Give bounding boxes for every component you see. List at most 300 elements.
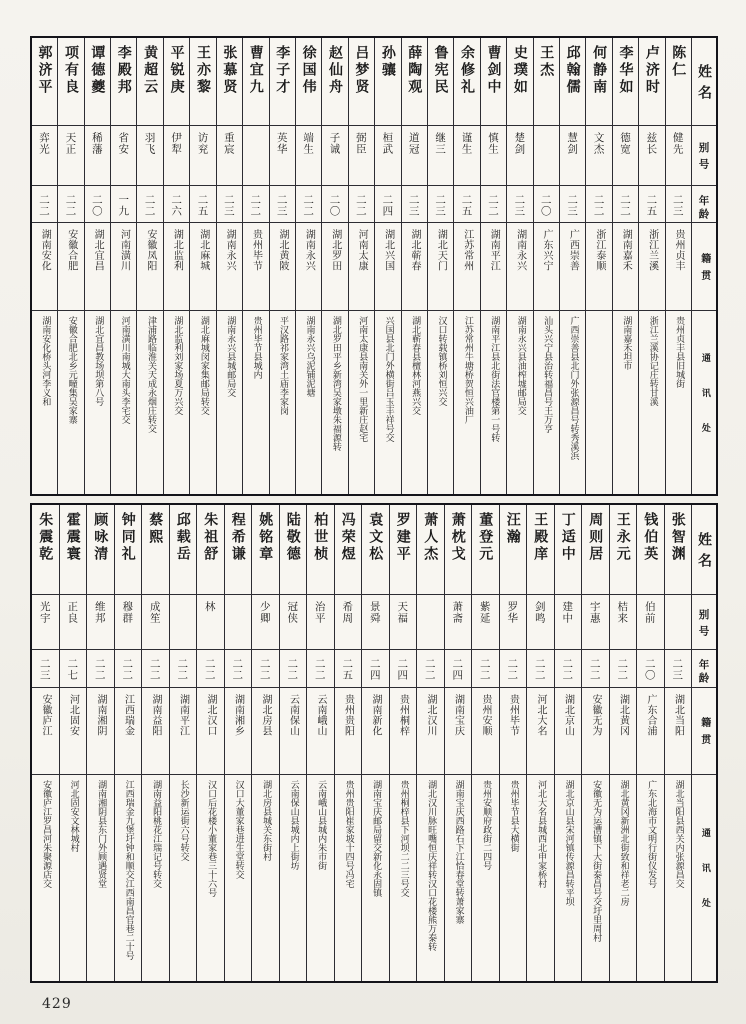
person-origin: 安徽庐江 bbox=[40, 694, 51, 736]
entry-column bbox=[348, 38, 374, 494]
person-address: 津浦路临淮关天成永烟庄转交 bbox=[146, 316, 157, 433]
person-alias-cell bbox=[111, 126, 136, 186]
person-age-cell bbox=[639, 186, 664, 223]
person-origin: 湖北当阳 bbox=[672, 694, 684, 736]
person-name-cell bbox=[454, 38, 479, 126]
person-address: 贵州贞丰县旧城街 bbox=[674, 316, 685, 388]
person-origin: 湖南永兴 bbox=[514, 229, 526, 271]
person-address: 江苏常州牛塘桥贺恒兴油厂 bbox=[462, 316, 473, 424]
person-origin-cell bbox=[58, 223, 83, 311]
person-name: 朱震乾 bbox=[37, 512, 54, 563]
header-name-cell bbox=[692, 38, 716, 126]
header-address-cell bbox=[692, 775, 716, 981]
person-age-cell bbox=[111, 186, 136, 223]
person-origin: 广东兴宁 bbox=[541, 229, 553, 271]
person-age: 二五 bbox=[196, 194, 209, 217]
table-bottom bbox=[30, 503, 718, 983]
person-age-cell bbox=[164, 186, 189, 223]
entry-column bbox=[664, 505, 692, 981]
person-name-cell bbox=[666, 38, 691, 126]
person-age-cell bbox=[375, 186, 400, 223]
person-origin: 浙江兰溪 bbox=[646, 229, 658, 271]
entry-column bbox=[638, 38, 664, 494]
person-age: 二四 bbox=[368, 658, 381, 681]
person-origin: 湖南湘阴 bbox=[95, 694, 106, 736]
person-name-cell bbox=[665, 505, 692, 595]
person-alias-cell bbox=[335, 595, 362, 650]
person-origin: 云南峨山 bbox=[315, 694, 326, 736]
person-name: 姚铭章 bbox=[257, 512, 274, 563]
person-age: 二二 bbox=[249, 194, 262, 217]
person-alias-cell bbox=[402, 126, 427, 186]
person-name: 冯荣煜 bbox=[339, 512, 356, 563]
person-alias: 天正 bbox=[64, 132, 77, 155]
entry-column bbox=[389, 505, 417, 981]
person-name: 孙骧 bbox=[379, 45, 396, 79]
person-alias: 文杰 bbox=[592, 132, 605, 155]
person-address: 湖北汉川脉旺嘴恒庆祥转汉口花楼熊万泰转 bbox=[426, 780, 437, 951]
person-address: 湖南安化桥头河李义和 bbox=[40, 316, 51, 406]
person-age-cell bbox=[527, 650, 554, 688]
person-name-cell bbox=[164, 38, 189, 126]
person-name: 曹宜九 bbox=[247, 45, 264, 96]
entry-column bbox=[216, 38, 242, 494]
person-alias: 紫延 bbox=[478, 601, 491, 624]
person-age-cell bbox=[454, 186, 479, 223]
person-alias: 重宸 bbox=[222, 132, 235, 155]
person-address-cell bbox=[481, 311, 506, 494]
person-alias-cell bbox=[322, 126, 347, 186]
person-origin-cell bbox=[390, 688, 417, 775]
person-age-cell bbox=[32, 186, 57, 223]
entry-column bbox=[334, 505, 362, 981]
person-alias-cell bbox=[534, 126, 559, 186]
table-top-entry-columns bbox=[32, 38, 691, 494]
person-origin-cell bbox=[555, 688, 582, 775]
person-name-cell bbox=[375, 38, 400, 126]
person-age-cell bbox=[190, 186, 215, 223]
person-address: 河北大名县城西北申家桥村 bbox=[536, 780, 547, 888]
person-name: 邱翰儒 bbox=[564, 45, 581, 96]
person-address-cell bbox=[197, 775, 224, 981]
person-alias-cell bbox=[481, 126, 506, 186]
person-origin-cell bbox=[472, 688, 499, 775]
person-origin-cell bbox=[586, 223, 611, 311]
person-age: 二五 bbox=[341, 658, 354, 681]
person-name: 萧人杰 bbox=[422, 512, 439, 563]
header-age-label: 年龄 bbox=[697, 194, 710, 222]
person-origin: 河南太康 bbox=[356, 229, 368, 271]
person-alias: 伯前 bbox=[643, 601, 656, 624]
person-address-cell bbox=[555, 775, 582, 981]
entry-column bbox=[32, 505, 59, 981]
entry-column bbox=[84, 38, 110, 494]
person-address-cell bbox=[666, 311, 691, 494]
person-age: 二二 bbox=[93, 658, 106, 681]
person-age: 二三 bbox=[275, 194, 288, 217]
person-name: 陈仁 bbox=[670, 45, 687, 79]
person-name-cell bbox=[390, 505, 417, 595]
person-name-cell bbox=[32, 505, 59, 595]
person-name: 薛陶观 bbox=[406, 45, 423, 96]
person-origin-cell bbox=[349, 223, 374, 311]
person-age-cell bbox=[270, 186, 295, 223]
person-alias: 林 bbox=[203, 601, 216, 613]
person-address-cell bbox=[58, 311, 83, 494]
person-alias: 英华 bbox=[275, 132, 288, 155]
entry-column bbox=[32, 38, 57, 494]
person-name: 鲁宪民 bbox=[432, 45, 449, 96]
person-address-cell bbox=[170, 775, 197, 981]
person-alias: 弈光 bbox=[38, 132, 51, 155]
person-alias-cell bbox=[613, 126, 638, 186]
person-address: 贵州毕节县大横街 bbox=[508, 780, 519, 852]
person-name: 丁适中 bbox=[559, 512, 576, 563]
header-column bbox=[691, 38, 716, 494]
person-name-cell bbox=[362, 505, 389, 595]
person-name-cell bbox=[534, 38, 559, 126]
person-alias: 道冠 bbox=[407, 132, 420, 155]
person-age: 二四 bbox=[451, 658, 464, 681]
person-age: 二三 bbox=[407, 194, 420, 217]
person-address-cell bbox=[507, 311, 532, 494]
person-alias: 罗华 bbox=[506, 601, 519, 624]
person-address: 河南太康县南关外一里新庄赵宅 bbox=[357, 316, 368, 442]
person-age-cell bbox=[142, 650, 169, 688]
person-alias: 建中 bbox=[561, 601, 574, 624]
person-age-cell bbox=[445, 650, 472, 688]
person-origin: 广东合浦 bbox=[645, 694, 656, 736]
person-alias-cell bbox=[280, 595, 307, 650]
person-age-cell bbox=[137, 186, 162, 223]
page-number: 429 bbox=[42, 996, 72, 1012]
person-name-cell bbox=[586, 38, 611, 126]
person-alias-cell bbox=[610, 595, 637, 650]
person-alias-cell bbox=[555, 595, 582, 650]
person-alias-cell bbox=[445, 595, 472, 650]
person-name-cell bbox=[60, 505, 87, 595]
header-name-label: 姓名 bbox=[696, 532, 712, 574]
person-origin: 湖北宜昌 bbox=[92, 229, 104, 271]
person-address-cell bbox=[390, 775, 417, 981]
person-name: 余修礼 bbox=[459, 45, 476, 96]
entry-column bbox=[86, 505, 114, 981]
person-address-cell bbox=[307, 775, 334, 981]
person-age-cell bbox=[335, 650, 362, 688]
person-alias: 少卿 bbox=[258, 601, 271, 624]
person-origin-cell bbox=[164, 223, 189, 311]
person-origin-cell bbox=[527, 688, 554, 775]
person-address: 贵州毕节县城内 bbox=[251, 316, 262, 379]
person-origin-cell bbox=[362, 688, 389, 775]
person-origin-cell bbox=[639, 223, 664, 311]
person-address: 安徽无为运漕镇下大街泰昌号交圩里周村 bbox=[591, 780, 602, 942]
header-alias-cell bbox=[692, 126, 716, 186]
entry-column bbox=[59, 505, 87, 981]
person-origin-cell bbox=[610, 688, 637, 775]
person-age: 二三 bbox=[38, 658, 51, 681]
person-address-cell bbox=[637, 775, 664, 981]
person-alias: 剑鸣 bbox=[533, 601, 546, 624]
person-alias-cell bbox=[307, 595, 334, 650]
person-address: 湖南永兴乌泥铺泥塘 bbox=[304, 316, 315, 397]
person-origin-cell bbox=[243, 223, 268, 311]
person-origin: 广西崇善 bbox=[567, 229, 579, 271]
person-name-cell bbox=[582, 505, 609, 595]
person-age-cell bbox=[472, 650, 499, 688]
person-alias-cell bbox=[472, 595, 499, 650]
person-origin: 湖南平江 bbox=[488, 229, 500, 271]
person-name-cell bbox=[58, 38, 83, 126]
person-address: 湖北宜昌教场坝第八号 bbox=[93, 316, 104, 406]
person-origin-cell bbox=[280, 688, 307, 775]
entry-column bbox=[480, 38, 506, 494]
person-address-cell bbox=[137, 311, 162, 494]
person-address: 河北固安文林城村 bbox=[68, 780, 79, 852]
person-origin: 湖南永兴 bbox=[224, 229, 236, 271]
person-origin-cell bbox=[582, 688, 609, 775]
person-age: 二二 bbox=[533, 658, 546, 681]
person-age: 二〇 bbox=[643, 658, 656, 681]
person-alias-cell bbox=[164, 126, 189, 186]
person-name-cell bbox=[637, 505, 664, 595]
person-origin-cell bbox=[375, 223, 400, 311]
person-alias: 兹长 bbox=[645, 132, 658, 155]
person-address: 贵州安顺府政街二四号 bbox=[481, 780, 492, 870]
person-name-cell bbox=[349, 38, 374, 126]
person-name-cell bbox=[472, 505, 499, 595]
person-name: 黄超云 bbox=[142, 45, 159, 96]
person-origin-cell bbox=[322, 223, 347, 311]
person-alias: 弼臣 bbox=[354, 132, 367, 155]
person-name-cell bbox=[225, 505, 252, 595]
entry-column bbox=[110, 38, 136, 494]
person-alias-cell bbox=[170, 595, 197, 650]
person-address-cell bbox=[582, 775, 609, 981]
person-alias-cell bbox=[58, 126, 83, 186]
person-name: 柏世桢 bbox=[312, 512, 329, 563]
header-name-cell bbox=[692, 505, 716, 595]
entry-column bbox=[499, 505, 527, 981]
person-name: 李华如 bbox=[617, 45, 634, 96]
person-age-cell bbox=[322, 186, 347, 223]
entry-column bbox=[269, 38, 295, 494]
person-name-cell bbox=[32, 38, 57, 126]
person-address: 湖北房县城关东街村 bbox=[261, 780, 272, 861]
header-origin-label: 籍贯 bbox=[698, 252, 710, 287]
entry-column bbox=[196, 505, 224, 981]
person-age: 二三 bbox=[671, 194, 684, 217]
person-age-cell bbox=[243, 186, 268, 223]
person-age-cell bbox=[115, 650, 142, 688]
entry-column bbox=[427, 38, 453, 494]
person-origin: 湖北兴国 bbox=[382, 229, 394, 271]
person-name: 袁文松 bbox=[367, 512, 384, 563]
person-name: 王永元 bbox=[614, 512, 631, 563]
person-alias-cell bbox=[362, 595, 389, 650]
person-alias: 治平 bbox=[313, 601, 326, 624]
person-alias-cell bbox=[115, 595, 142, 650]
person-origin: 湖北罗田 bbox=[329, 229, 341, 271]
person-address: 河南潢川南城大南头李宅交 bbox=[119, 316, 130, 424]
person-age-cell bbox=[666, 186, 691, 223]
person-alias-cell bbox=[666, 126, 691, 186]
person-age-cell bbox=[170, 650, 197, 688]
person-age: 二〇 bbox=[539, 194, 552, 217]
person-alias-cell bbox=[137, 126, 162, 186]
person-name: 赵仙舟 bbox=[327, 45, 344, 96]
header-alias-label: 别号 bbox=[697, 142, 710, 175]
person-name: 李殿邦 bbox=[115, 45, 132, 96]
person-alias: 维邦 bbox=[93, 601, 106, 624]
person-age: 二二 bbox=[38, 194, 51, 217]
person-name-cell bbox=[280, 505, 307, 595]
person-name: 陆敬德 bbox=[284, 512, 301, 563]
person-origin-cell bbox=[613, 223, 638, 311]
person-origin: 湖北汉口 bbox=[205, 694, 216, 736]
header-address-label: 通讯处 bbox=[699, 352, 710, 458]
person-name: 王亦黎 bbox=[194, 45, 211, 96]
person-origin: 贵州贞丰 bbox=[673, 229, 685, 271]
person-address: 湖北监利刘家场夏万兴交 bbox=[172, 316, 183, 415]
person-origin-cell bbox=[307, 688, 334, 775]
entry-column bbox=[526, 505, 554, 981]
person-origin: 湖北蕲春 bbox=[408, 229, 420, 271]
person-name: 周则居 bbox=[587, 512, 604, 563]
entry-column bbox=[506, 38, 532, 494]
person-alias: 羽飞 bbox=[143, 132, 156, 155]
person-origin: 贵州桐梓 bbox=[397, 694, 409, 736]
header-age-cell bbox=[692, 650, 716, 688]
person-address: 云南峨山县城内朱市街 bbox=[316, 780, 327, 870]
person-origin: 湖南嘉禾 bbox=[620, 229, 632, 271]
person-age: 二六 bbox=[170, 194, 183, 217]
person-origin-cell bbox=[32, 688, 59, 775]
person-origin-cell bbox=[454, 223, 479, 311]
person-origin-cell bbox=[270, 223, 295, 311]
person-age: 二二 bbox=[148, 658, 161, 681]
person-address: 贵州桐梓县下河坝二二三号交 bbox=[398, 780, 409, 897]
person-address-cell bbox=[60, 775, 87, 981]
person-age-cell bbox=[362, 650, 389, 688]
person-name-cell bbox=[402, 38, 427, 126]
person-alias-cell bbox=[507, 126, 532, 186]
person-origin-cell bbox=[85, 223, 110, 311]
person-age-cell bbox=[637, 650, 664, 688]
person-age-cell bbox=[481, 186, 506, 223]
person-address: 长沙新运街六号转交 bbox=[178, 780, 189, 861]
person-address: 兴国县北门外横街吕玉丰祥号交 bbox=[383, 316, 394, 442]
entry-column bbox=[57, 38, 83, 494]
person-alias: 光宇 bbox=[38, 601, 51, 624]
person-address: 安徽合肥北乡元疃集吴家寨 bbox=[66, 316, 77, 424]
person-origin: 安徽凤阳 bbox=[144, 229, 156, 271]
person-age-cell bbox=[428, 186, 453, 223]
entry-column bbox=[453, 38, 479, 494]
header-address-cell bbox=[692, 311, 716, 494]
person-address: 湖南宝庆邮局留交新化永固镇 bbox=[371, 780, 382, 897]
person-age: 二二 bbox=[302, 194, 315, 217]
person-name: 卢济时 bbox=[643, 45, 660, 96]
person-address-cell bbox=[225, 775, 252, 981]
person-age: 二二 bbox=[176, 658, 189, 681]
person-age-cell bbox=[197, 650, 224, 688]
person-origin-cell bbox=[197, 688, 224, 775]
person-alias-cell bbox=[60, 595, 87, 650]
person-address-cell bbox=[417, 775, 444, 981]
person-name-cell bbox=[270, 38, 295, 126]
person-alias-cell bbox=[217, 126, 242, 186]
person-name-cell bbox=[610, 505, 637, 595]
person-alias: 省安 bbox=[117, 132, 130, 155]
person-age: 二二 bbox=[64, 194, 77, 217]
person-name: 王杰 bbox=[538, 45, 555, 79]
person-origin: 河北固安 bbox=[67, 694, 79, 736]
person-name: 顾咏清 bbox=[92, 512, 109, 563]
person-alias-cell bbox=[142, 595, 169, 650]
person-name-cell bbox=[527, 505, 554, 595]
person-age: 二五 bbox=[460, 194, 473, 217]
person-origin-cell bbox=[500, 688, 527, 775]
header-name-label: 姓名 bbox=[696, 64, 712, 106]
person-origin: 湖北监利 bbox=[171, 229, 183, 271]
person-address-cell bbox=[335, 775, 362, 981]
person-age-cell bbox=[390, 650, 417, 688]
person-name: 王殿庠 bbox=[532, 512, 549, 563]
entry-column bbox=[401, 38, 427, 494]
person-origin: 湖北汉川 bbox=[425, 694, 436, 736]
entry-column bbox=[374, 38, 400, 494]
person-name-cell bbox=[555, 505, 582, 595]
person-name: 钟同礼 bbox=[119, 512, 136, 563]
person-origin: 贵州毕节 bbox=[250, 229, 262, 271]
person-name: 汪瀚 bbox=[504, 512, 521, 546]
person-name-cell bbox=[217, 38, 242, 126]
person-address-cell bbox=[375, 311, 400, 494]
person-alias-cell bbox=[527, 595, 554, 650]
entry-column bbox=[609, 505, 637, 981]
person-alias: 宇惠 bbox=[588, 601, 601, 624]
person-address: 湖南永兴县油榨墟邮局交 bbox=[515, 316, 526, 415]
person-age-cell bbox=[417, 650, 444, 688]
person-alias: 端生 bbox=[302, 132, 315, 155]
person-alias: 景舜 bbox=[368, 601, 381, 624]
person-origin: 湖北房县 bbox=[260, 694, 271, 736]
person-age: 二三 bbox=[671, 658, 684, 681]
person-origin-cell bbox=[190, 223, 215, 311]
person-age: 二二 bbox=[478, 658, 491, 681]
person-alias-cell bbox=[296, 126, 321, 186]
person-origin-cell bbox=[137, 223, 162, 311]
directory-tables bbox=[30, 36, 718, 983]
person-address-cell bbox=[472, 775, 499, 981]
header-origin-label: 籍贯 bbox=[698, 717, 710, 751]
person-name-cell bbox=[428, 38, 453, 126]
person-age-cell bbox=[402, 186, 427, 223]
person-name: 吕梦贤 bbox=[353, 45, 370, 96]
person-age-cell bbox=[534, 186, 559, 223]
entry-column bbox=[189, 38, 215, 494]
entry-column bbox=[141, 505, 169, 981]
entry-column bbox=[471, 505, 499, 981]
person-name-cell bbox=[445, 505, 472, 595]
person-alias: 天福 bbox=[396, 601, 409, 624]
header-age-label: 年龄 bbox=[697, 659, 710, 686]
person-name-cell bbox=[137, 38, 162, 126]
person-name-cell bbox=[481, 38, 506, 126]
person-name: 徐国伟 bbox=[300, 45, 317, 96]
entry-column bbox=[306, 505, 334, 981]
